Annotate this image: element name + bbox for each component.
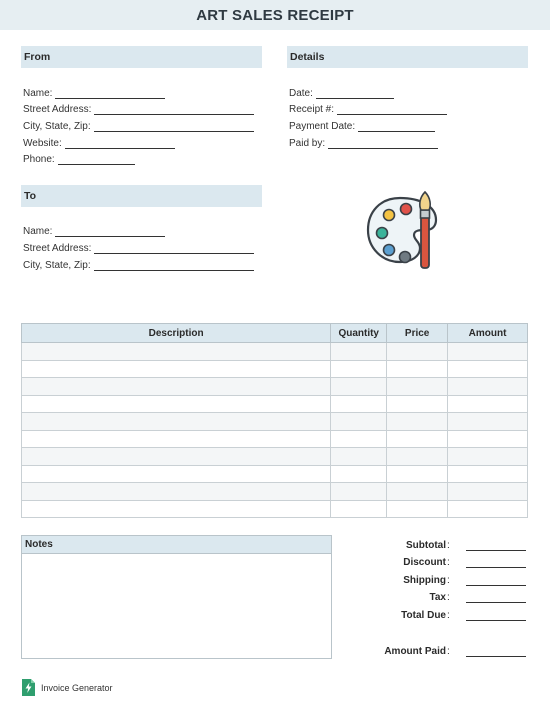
items-table-header: [22, 324, 528, 343]
discount-row: Discount :: [370, 554, 530, 568]
from-website-field[interactable]: Website:: [23, 138, 175, 149]
price-cell[interactable]: [387, 448, 448, 466]
amount-paid-line[interactable]: [466, 647, 526, 657]
amount-cell[interactable]: [448, 500, 528, 518]
to-city-field[interactable]: City, State, Zip:: [23, 260, 254, 271]
quantity-cell[interactable]: [331, 500, 387, 518]
description-cell[interactable]: [22, 360, 331, 378]
page-title: ART SALES RECEIPT: [196, 6, 354, 24]
column-quantity: Quantity: [331, 324, 387, 343]
description-cell[interactable]: [22, 413, 331, 431]
subtotal-label: Subtotal: [406, 540, 446, 551]
details-section-header: [287, 46, 528, 68]
from-section-header: [21, 46, 262, 68]
details-paid-by-line[interactable]: [328, 139, 438, 149]
quantity-cell[interactable]: [331, 483, 387, 501]
description-cell[interactable]: [22, 343, 331, 361]
table-row: [22, 360, 528, 378]
price-cell[interactable]: [387, 413, 448, 431]
to-section-header: [21, 185, 262, 207]
shipping-row: Shipping :: [370, 572, 530, 586]
amount-cell[interactable]: [448, 413, 528, 431]
from-heading: From: [24, 51, 51, 63]
price-cell[interactable]: [387, 465, 448, 483]
amount-cell[interactable]: [448, 465, 528, 483]
discount-line[interactable]: [466, 558, 526, 568]
subtotal-line[interactable]: [466, 541, 526, 551]
description-cell[interactable]: [22, 483, 331, 501]
details-paid-by-field[interactable]: Paid by:: [289, 138, 438, 149]
items-table: [21, 323, 528, 518]
price-cell[interactable]: [387, 343, 448, 361]
from-website-line[interactable]: [65, 139, 175, 149]
amount-cell[interactable]: [448, 483, 528, 501]
quantity-cell[interactable]: [331, 465, 387, 483]
amount-cell[interactable]: [448, 448, 528, 466]
from-street-field[interactable]: Street Address:: [23, 104, 254, 115]
details-payment-date-field[interactable]: Payment Date:: [289, 121, 435, 132]
price-cell[interactable]: [387, 500, 448, 518]
from-street-line[interactable]: [94, 105, 254, 115]
amount-cell[interactable]: [448, 395, 528, 413]
from-name-field[interactable]: Name:: [23, 88, 165, 99]
from-phone-field[interactable]: Phone:: [23, 154, 135, 165]
column-price: Price: [387, 324, 448, 343]
quantity-cell[interactable]: [331, 378, 387, 396]
price-cell[interactable]: [387, 395, 448, 413]
column-description: Description: [22, 324, 331, 343]
details-payment-date-line[interactable]: [358, 122, 435, 132]
price-cell[interactable]: [387, 360, 448, 378]
amount-cell[interactable]: [448, 430, 528, 448]
price-cell[interactable]: [387, 430, 448, 448]
notes-header: [22, 536, 331, 554]
description-cell[interactable]: [22, 465, 331, 483]
quantity-cell[interactable]: [331, 430, 387, 448]
description-cell[interactable]: [22, 378, 331, 396]
from-city-line[interactable]: [94, 122, 254, 132]
details-date-field[interactable]: Date:: [289, 88, 394, 99]
table-row: [22, 343, 528, 361]
column-amount: Amount: [448, 324, 528, 343]
quantity-cell[interactable]: [331, 395, 387, 413]
table-row: [22, 413, 528, 431]
notes-box[interactable]: [21, 535, 332, 659]
price-cell[interactable]: [387, 483, 448, 501]
discount-label: Discount: [403, 557, 446, 568]
table-row: [22, 500, 528, 518]
from-name-line[interactable]: [55, 89, 165, 99]
total-due-row: Total Due :: [370, 607, 530, 621]
quantity-cell[interactable]: [331, 413, 387, 431]
table-row: [22, 378, 528, 396]
art-palette-brush-icon: [362, 190, 442, 270]
details-receipt-line[interactable]: [337, 105, 447, 115]
amount-cell[interactable]: [448, 360, 528, 378]
description-cell[interactable]: [22, 448, 331, 466]
table-row: [22, 395, 528, 413]
quantity-cell[interactable]: [331, 448, 387, 466]
footer-brand: Invoice Generator: [41, 682, 113, 693]
notes-heading: Notes: [25, 539, 53, 550]
invoice-generator-logo-icon: [22, 679, 35, 696]
total-due-line[interactable]: [466, 611, 526, 621]
subtotal-row: Subtotal :: [370, 537, 530, 551]
tax-label: Tax: [429, 592, 446, 603]
from-city-field[interactable]: City, State, Zip:: [23, 121, 254, 132]
amount-cell[interactable]: [448, 378, 528, 396]
tax-row: Tax :: [370, 589, 530, 603]
shipping-line[interactable]: [466, 576, 526, 586]
quantity-cell[interactable]: [331, 343, 387, 361]
description-cell[interactable]: [22, 395, 331, 413]
details-date-line[interactable]: [316, 89, 394, 99]
description-cell[interactable]: [22, 430, 331, 448]
shipping-label: Shipping: [403, 575, 446, 586]
to-city-line[interactable]: [94, 261, 254, 271]
amount-paid-row: Amount Paid :: [370, 643, 530, 657]
amount-paid-label: Amount Paid: [384, 646, 446, 657]
tax-line[interactable]: [466, 593, 526, 603]
to-street-field[interactable]: Street Address:: [23, 243, 254, 254]
to-heading: To: [24, 190, 37, 202]
to-name-line[interactable]: [55, 227, 165, 237]
quantity-cell[interactable]: [331, 360, 387, 378]
footer: [22, 679, 113, 696]
details-heading: Details: [290, 51, 325, 63]
from-phone-line[interactable]: [58, 155, 135, 165]
description-cell[interactable]: [22, 500, 331, 518]
title-bar: [0, 0, 550, 30]
amount-cell[interactable]: [448, 343, 528, 361]
to-name-field[interactable]: Name:: [23, 226, 165, 237]
total-due-label: Total Due: [401, 610, 446, 621]
details-receipt-field[interactable]: Receipt #:: [289, 104, 447, 115]
table-row: [22, 483, 528, 501]
table-row: [22, 448, 528, 466]
table-row: [22, 430, 528, 448]
to-street-line[interactable]: [94, 244, 254, 254]
table-row: [22, 465, 528, 483]
price-cell[interactable]: [387, 378, 448, 396]
